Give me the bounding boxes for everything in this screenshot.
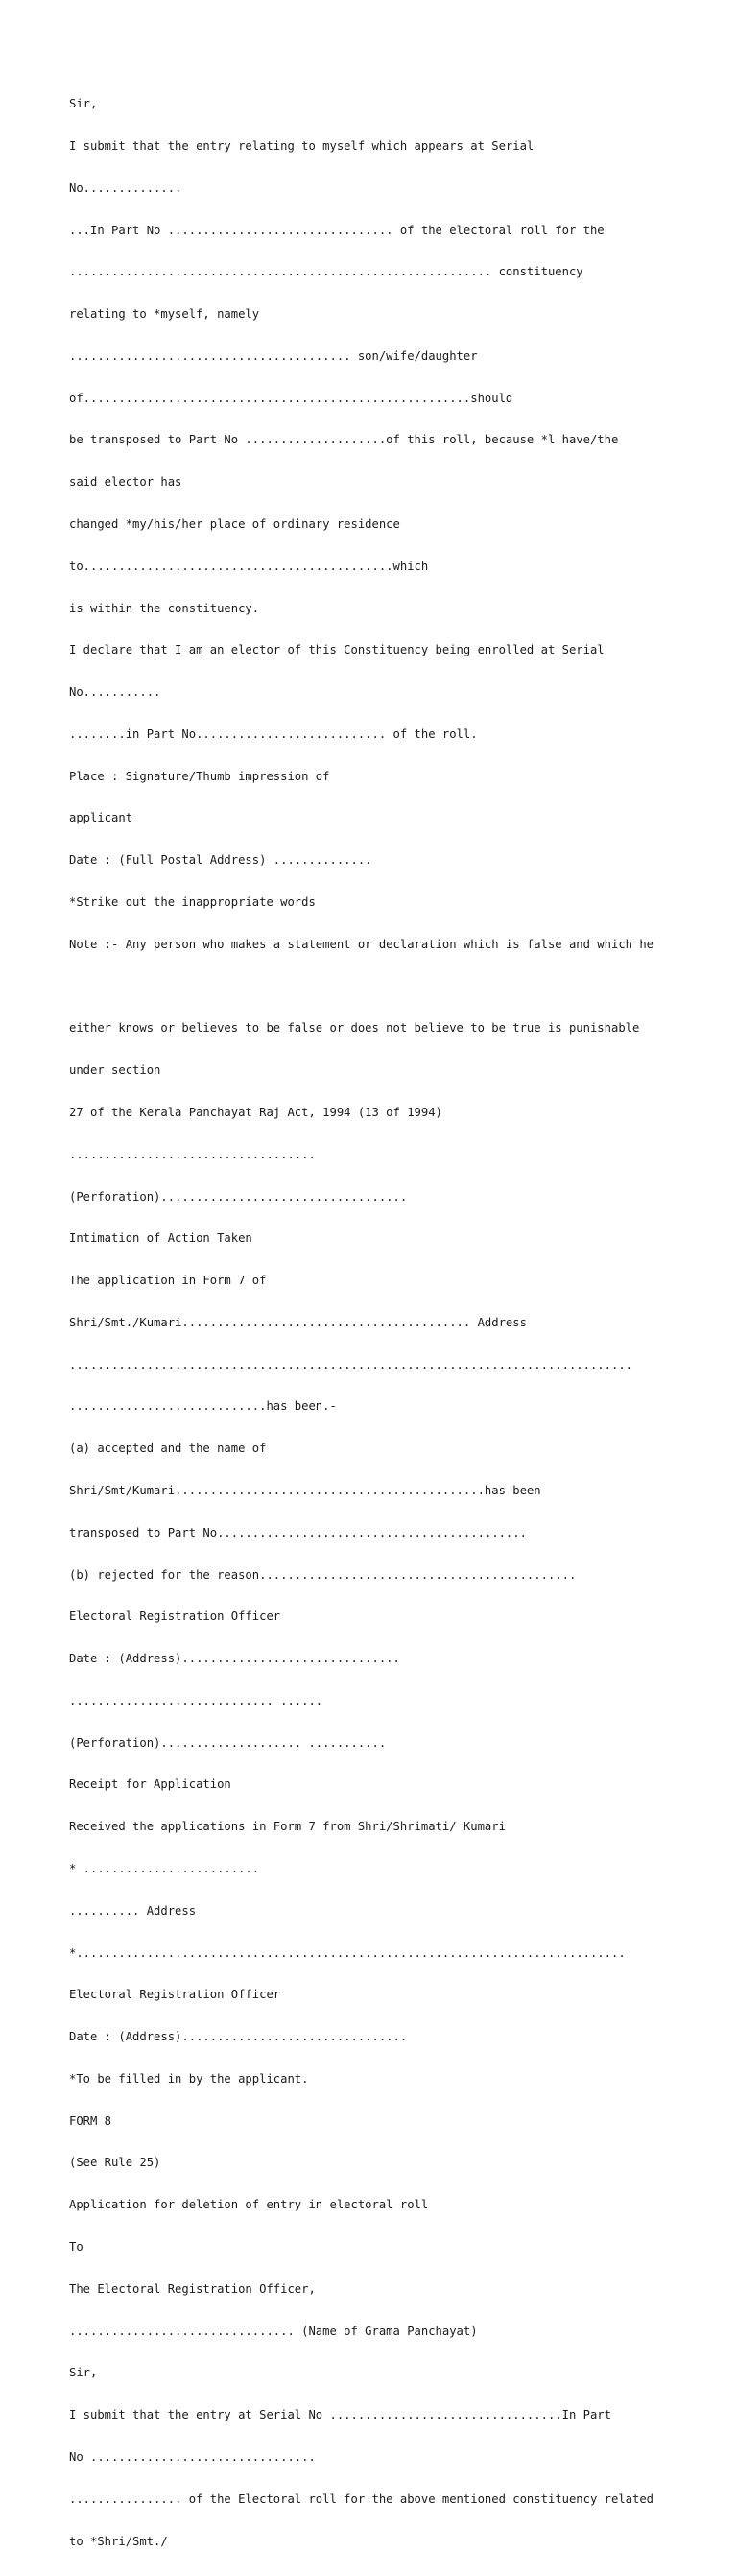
text-line: transposed to Part No............................................ [69,1525,527,1539]
text-line: The application in Form 7 of [69,1274,267,1288]
text-line: to............................................which [69,559,429,573]
text-line: applicant [69,811,133,825]
text-line: Electoral Registration Officer [69,1988,281,2002]
blank-line [69,980,683,994]
text-line: ............................has been.- [69,1399,337,1414]
text-line: 27 of the Kerala Panchayat Raj Act, 1994 (13 of 1994) [69,1105,442,1119]
text-line: ................................ (Name of Grama Panchayat) [69,2324,478,2338]
text-line: * ......................... [69,1862,260,1875]
text-line: Place : Signature/Thumb impression of [69,769,330,783]
text-line: The Electoral Registration Officer, [69,2281,316,2296]
text-line: Shri/Smt/Kumari............................................has been [69,1483,541,1497]
text-line: I declare that I am an elector of this Constituency being enrolled at Serial [69,643,605,657]
text-line: (Perforation)................................... [69,1189,408,1204]
text-line: relating to *myself, namely [69,307,260,322]
text-line: Date : (Address)............................... [69,1652,400,1666]
text-line: No.............. [69,180,182,195]
text-line: (See Rule 25) [69,2156,161,2170]
text-line: Electoral Registration Officer [69,1610,281,1624]
text-line: ........in Part No........................... of the roll. [69,727,478,741]
text-line: either knows or believes to be false or does not believe to be true is punishable [69,1021,640,1036]
text-line: To [69,2240,83,2254]
text-line: (Perforation).................... ........... [69,1735,387,1750]
text-line: said elector has [69,475,182,489]
text-line: ................................... [69,1147,316,1161]
text-line: ................................................................................ [69,1357,632,1371]
text-line: is within the constituency. [69,601,260,615]
text-line: Sir, [69,97,98,111]
text-line: Note :- Any person who makes a statement or declaration which is false and which he [69,937,654,951]
text-line: ............................. ...... [69,1693,323,1707]
text-line: Shri/Smt./Kumari......................................... Address [69,1315,527,1329]
text-line: I submit that the entry at Serial No .................................In Part [69,2408,611,2422]
text-line: No ................................ [69,2449,316,2464]
form-title: FORM 8 [69,2113,112,2128]
text-line: under section [69,1063,161,1078]
text-line: of.......................................................should [69,391,513,405]
text-line: *.............................................................................. [69,1945,626,1960]
text-line: I submit that the entry relating to myself which appears at Serial [69,138,535,153]
text-line: Date : (Address)................................ [69,2030,408,2044]
text-line: changed *my/his/her place of ordinary residence [69,517,400,531]
text-line: ........................................ son/wife/daughter [69,348,478,363]
section-heading: Receipt for Application [69,1777,231,1792]
section-heading: Intimation of Action Taken [69,1231,252,1246]
text-line: .......... Address [69,1903,197,1918]
text-line: Sir, [69,2366,98,2380]
form-subtitle: Application for deletion of entry in electoral roll [69,2198,429,2212]
document-text [69,69,683,2576]
text-line: (a) accepted and the name of [69,1442,267,1456]
text-line: No........... [69,685,161,700]
text-line: to *Shri/Smt./ [69,2534,168,2548]
text-line: ................ of the Electoral roll for the above mentioned constituency related [69,2492,654,2506]
text-line: (b) rejected for the reason............................................. [69,1567,577,1582]
text-line: ...In Part No ................................ of the electoral roll for the [69,223,605,237]
text-line: *To be filled in by the applicant. [69,2071,309,2086]
text-line: be transposed to Part No ....................of this roll, because *l have/the [69,433,619,447]
text-line: ............................................................ constituency [69,265,583,279]
text-line: Date : (Full Postal Address) .............. [69,853,372,868]
text-line: *Strike out the inappropriate words [69,895,316,910]
text-line: Received the applications in Form 7 from Shri/Shrimati/ Kumari [69,1820,506,1834]
